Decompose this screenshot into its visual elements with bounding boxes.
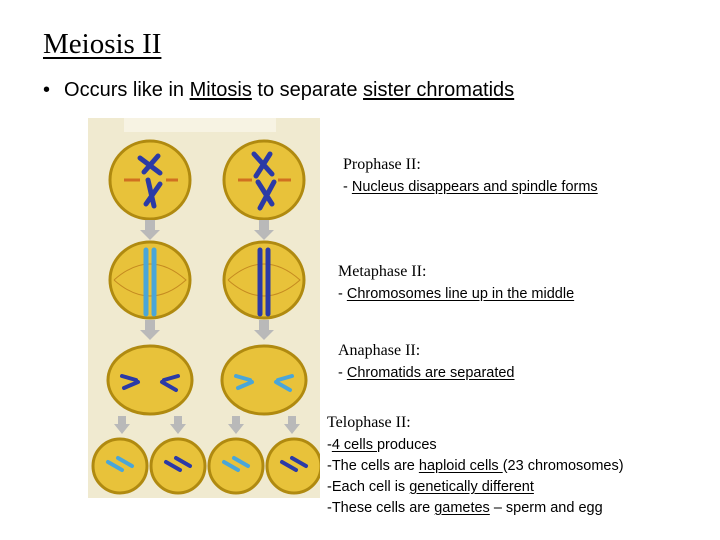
telophase-l4-pre: -These cells are (327, 500, 435, 516)
telophase-l1-post: produces (376, 437, 437, 453)
telophase-l1-pre: - (327, 437, 332, 453)
telophase-block (327, 414, 624, 519)
prophase-cells (110, 141, 304, 219)
bullet-text-1: Occurs like in (64, 79, 190, 101)
metaphase-text: Chromosomes line up in the middle (346, 286, 575, 302)
bullet-symbol: • (43, 79, 51, 101)
anaphase-text: Chromatids are separated (346, 365, 515, 381)
anaphase-heading: Anaphase II: (338, 342, 421, 359)
prophase-text: Nucleus disappears and spindle forms (351, 179, 598, 195)
mitosis-term: Mitosis (189, 79, 252, 101)
telophase-cells (93, 439, 320, 493)
prophase-dash: - (343, 179, 352, 195)
prophase-heading: Prophase II: (343, 156, 421, 173)
metaphase-cells (110, 242, 304, 318)
telophase-l3-pre: -Each cell is (327, 479, 410, 495)
telophase-l3-term: genetically different (409, 479, 534, 495)
metaphase-block (338, 263, 574, 305)
telophase-l4-post: – sperm and egg (489, 500, 603, 516)
telophase-heading: Telophase II: (327, 414, 411, 431)
anaphase-cells (108, 346, 306, 414)
sister-chromatids-term: sister chromatids (363, 79, 515, 101)
telophase-line-1 (327, 435, 624, 456)
prophase-description (343, 177, 598, 198)
meiosis-illustration (88, 118, 320, 498)
anaphase-block (338, 342, 515, 384)
arrows-row-2 (140, 320, 274, 340)
slide-title: Meiosis II (43, 28, 162, 60)
arrows-row-1 (140, 220, 274, 240)
prophase-block (343, 156, 598, 198)
telophase-l2-term: haploid cells (418, 458, 503, 474)
bullet-text-2: to separate (251, 79, 364, 101)
telophase-line-4 (327, 498, 624, 519)
telophase-l2-post: (23 chromosomes) (502, 458, 624, 474)
telophase-line-3 (327, 477, 624, 498)
anaphase-description (338, 363, 515, 384)
metaphase-dash: - (338, 286, 347, 302)
telophase-l4-term: gametes (434, 500, 490, 516)
metaphase-description (338, 284, 574, 305)
anaphase-dash: - (338, 365, 347, 381)
bullet-point (43, 79, 514, 102)
meiosis-diagram (88, 118, 320, 498)
telophase-line-2 (327, 456, 624, 477)
metaphase-heading: Metaphase II: (338, 263, 427, 280)
telophase-l1-term: 4 cells (331, 437, 377, 453)
arrows-row-3 (114, 416, 300, 434)
telophase-l2-pre: -The cells are (327, 458, 419, 474)
